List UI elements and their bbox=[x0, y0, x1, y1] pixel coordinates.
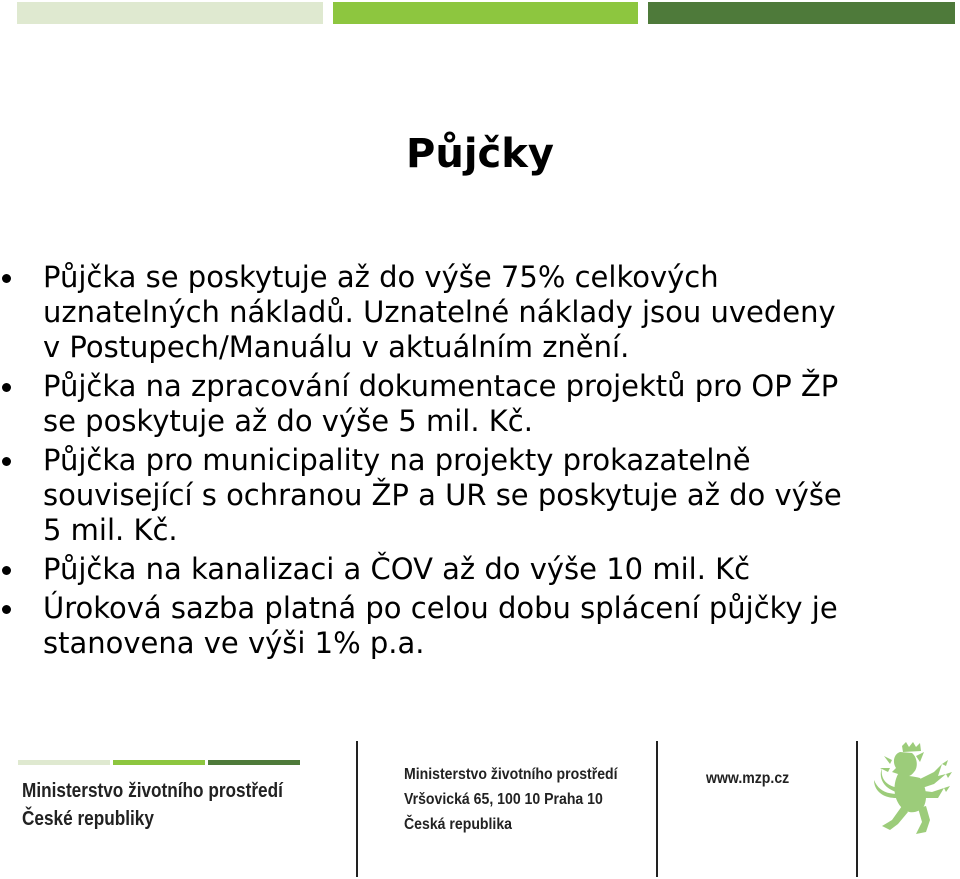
bullet-line: Půjčka na zpracování dokumentace projektů pro OP ŽP bbox=[43, 369, 839, 403]
header-bar-light bbox=[17, 2, 323, 24]
bullet-line: Půjčka se poskytuje až do výše 75% celkových bbox=[43, 260, 719, 294]
header-bar-dark bbox=[648, 2, 955, 24]
bullet-line: se poskytuje až do výše 5 mil. Kč. bbox=[43, 404, 533, 438]
footer-address-line1: Ministerstvo životního prostředí bbox=[404, 766, 618, 783]
footer-strip-dark bbox=[208, 760, 300, 765]
footer-divider bbox=[356, 741, 358, 877]
bullet-line: související s ochranou ŽP a UR se poskytuje až do výše bbox=[43, 478, 842, 512]
bullet-item bbox=[0, 443, 960, 548]
footer-website-link[interactable]: www.mzp.cz bbox=[706, 770, 790, 787]
bullet-list bbox=[0, 260, 960, 661]
footer-address-line3: Česká republika bbox=[404, 816, 513, 833]
footer-org-line1: Ministerstvo životního prostředí bbox=[22, 780, 283, 802]
footer-address-line2: Vršovická 65, 100 10 Praha 10 bbox=[404, 791, 603, 808]
bullet-line: Půjčka pro municipality na projekty prokazatelně bbox=[43, 443, 751, 477]
bullet-item bbox=[0, 552, 960, 587]
bullet-line: stanovena ve výši 1% p.a. bbox=[43, 626, 425, 660]
bullet-dot-icon bbox=[2, 383, 11, 392]
bullet-dot-icon bbox=[2, 566, 11, 575]
footer-divider bbox=[656, 741, 658, 877]
bullet-line: v Postupech/Manuálu v aktuálním znění. bbox=[43, 330, 630, 364]
slide-title: Půjčky bbox=[406, 131, 554, 177]
bullet-item bbox=[0, 260, 960, 365]
bullet-dot-icon bbox=[2, 605, 11, 614]
czech-lion-icon bbox=[872, 742, 956, 846]
footer-divider bbox=[856, 741, 858, 877]
footer-strip-light bbox=[18, 760, 110, 765]
bullet-item bbox=[0, 591, 960, 661]
bullet-item bbox=[0, 369, 960, 439]
bullet-line: uznatelných nákladů. Uznatelné náklady jsou uvedeny bbox=[43, 295, 836, 329]
bullet-dot-icon bbox=[2, 274, 11, 283]
header-bar-mid bbox=[333, 2, 638, 24]
bullet-dot-icon bbox=[2, 457, 11, 466]
bullet-line: Půjčka na kanalizaci a ČOV až do výše 10 mil. Kč bbox=[43, 552, 751, 586]
footer-org-line2: České republiky bbox=[22, 808, 154, 830]
footer-strip-mid bbox=[113, 760, 205, 765]
bullet-line: 5 mil. Kč. bbox=[43, 513, 178, 547]
bullet-line: Úroková sazba platná po celou dobu splácení půjčky je bbox=[43, 591, 838, 625]
